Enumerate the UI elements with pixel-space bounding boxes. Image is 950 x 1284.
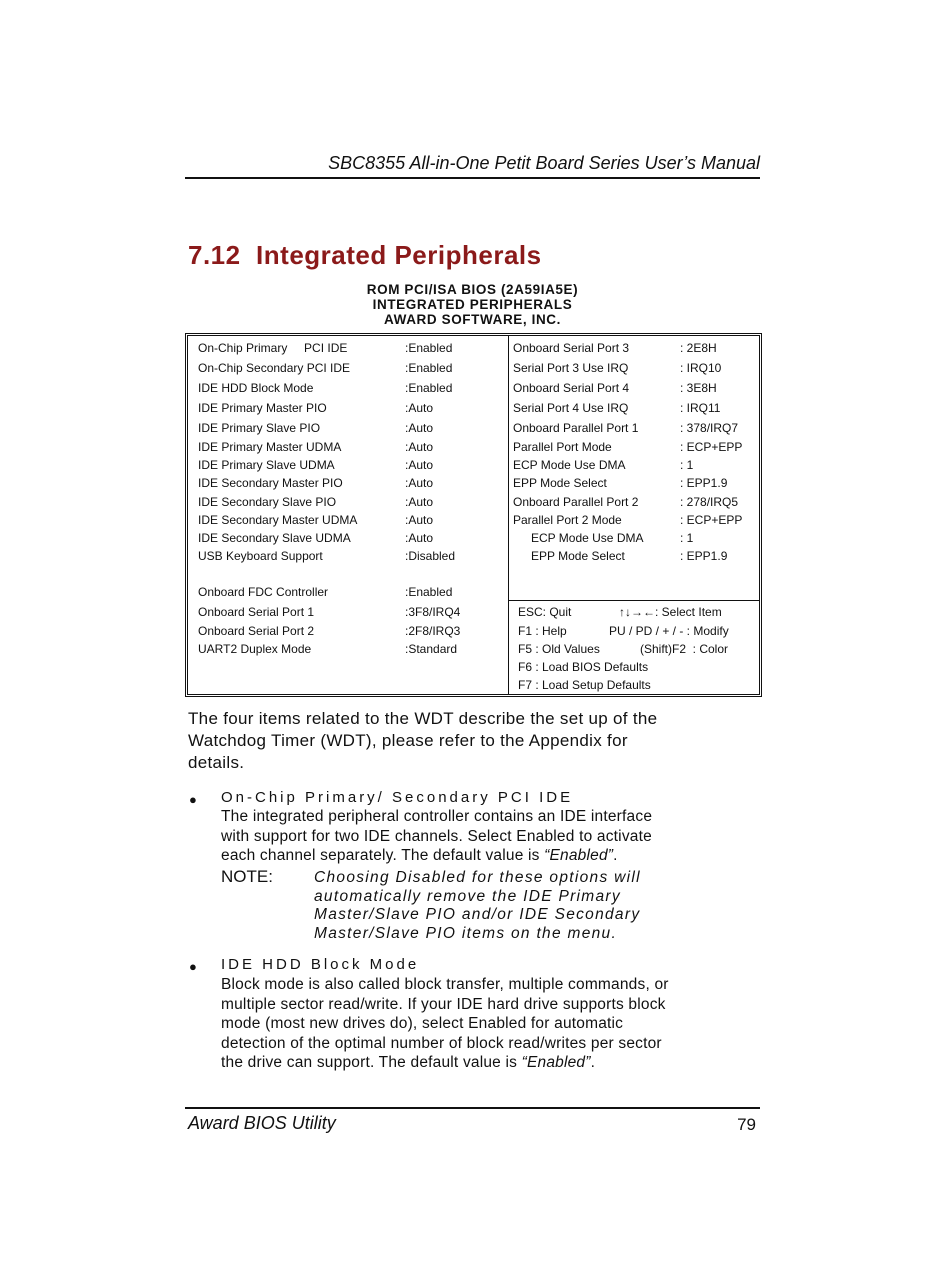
item-text: the drive can support. The default value is [221, 1054, 522, 1071]
bios-right-label: Onboard Parallel Port 1 [513, 421, 639, 435]
bios-left-label: IDE Secondary Slave PIO [198, 495, 337, 509]
bios-right-label: Onboard Parallel Port 2 [513, 495, 639, 509]
item-heading: IDE HDD Block Mode [221, 956, 420, 973]
note-line: Master/Slave PIO items on the menu. [314, 924, 618, 942]
item-text-line [221, 1053, 761, 1073]
bios-left-label: IDE Primary Slave UDMA [198, 458, 335, 472]
footer-chapter-title: Award BIOS Utility [188, 1113, 336, 1133]
bios-left-value: :Enabled [405, 585, 453, 599]
item-text-line: detection of the optimal number of block read/writes per sector [221, 1034, 662, 1052]
bios-right-label: Onboard Serial Port 3 [513, 341, 630, 355]
bios-key-action: ↑↓→←: Select Item [619, 605, 722, 619]
bios-right-label: Parallel Port Mode [513, 440, 612, 454]
bios-left-value: :Auto [405, 495, 434, 509]
bios-left-value: :Auto [405, 513, 434, 527]
bios-left-value: :Enabled [405, 341, 453, 355]
bios-left-label: Onboard Serial Port 2 [198, 624, 315, 638]
bios-right-value: : 2E8H [680, 341, 717, 355]
bios-key-label: F7 : Load Setup Defaults [518, 678, 651, 692]
item-text-line: The integrated peripheral controller contains an IDE interface [221, 808, 653, 825]
bios-left-value: :3F8/IRQ4 [405, 605, 461, 619]
bios-right-label: EPP Mode Select [531, 549, 625, 563]
item-text-line: with support for two IDE channels. Select Enabled to activate [221, 827, 652, 845]
bios-left-value: :Enabled [405, 381, 453, 395]
bios-left-value: :Auto [405, 458, 434, 472]
bios-left-value: :2F8/IRQ3 [405, 624, 461, 638]
bios-key-label: ESC: Quit [518, 605, 572, 619]
bios-keys-divider [508, 600, 759, 601]
bios-key-label: F5 : Old Values [518, 642, 600, 656]
bios-left-label: IDE HDD Block Mode [198, 381, 314, 395]
bios-left-label: IDE Secondary Master UDMA [198, 513, 358, 527]
bios-right-label: Serial Port 4 Use IRQ [513, 401, 629, 415]
bios-left-label: IDE Secondary Master PIO [198, 476, 343, 490]
bios-key-label: F6 : Load BIOS Defaults [518, 660, 649, 674]
note-text [314, 869, 754, 943]
item-text-line: multiple sector read/write. If your IDE hard drive supports block [221, 995, 666, 1013]
bios-left-label: On-Chip Secondary PCI IDE [198, 361, 351, 375]
intro-line: Watchdog Timer (WDT), please refer to the Appendix for [188, 731, 628, 750]
intro-line: The four items related to the WDT describe the set up of the [188, 709, 658, 728]
bios-left-label: Onboard FDC Controller [198, 585, 329, 599]
bios-right-value: : ECP+EPP [680, 440, 743, 454]
bios-key-action: PU / PD / + / - : Modify [609, 624, 729, 638]
bios-left-label: IDE Secondary Slave UDMA [198, 531, 351, 545]
bios-column-divider [508, 336, 509, 694]
bios-key-label: F1 : Help [518, 624, 567, 638]
bios-right-value: : IRQ10 [680, 361, 722, 375]
bios-right-value: : EPP1.9 [680, 476, 728, 490]
footer-rule [185, 1107, 760, 1109]
bios-right-label: EPP Mode Select [513, 476, 607, 490]
note-line: Choosing Disabled for these options will [314, 869, 641, 886]
section-title: 7.12 Integrated Peripherals [188, 240, 542, 270]
bullet-icon: ● [189, 792, 197, 807]
bios-heading-line1: ROM PCI/ISA BIOS (2A59IA5E) [366, 282, 579, 297]
bios-left-value: :Standard [405, 642, 458, 656]
bios-key-action: (Shift)F2 : Color [640, 642, 729, 656]
bios-right-label: ECP Mode Use DMA [531, 531, 644, 545]
header-rule [185, 177, 760, 179]
bios-left-value: :Auto [405, 401, 434, 415]
bios-right-label: Onboard Serial Port 4 [513, 381, 630, 395]
bios-left-value: :Auto [405, 440, 434, 454]
intro-line: details. [188, 753, 245, 772]
bios-right-value: : IRQ11 [680, 401, 721, 415]
item-text-line: Block mode is also called block transfer, multiple commands, or [221, 976, 669, 993]
bios-left-label: IDE Primary Slave PIO [198, 421, 321, 435]
item-text-line [221, 846, 761, 866]
bullet-icon: ● [189, 959, 197, 974]
page-header-title: SBC8355 All-in-One Petit Board Series User’s Manual [328, 153, 760, 173]
note-line: automatically remove the IDE Primary [314, 887, 621, 905]
item-heading: On-Chip Primary/ Secondary PCI IDE [221, 789, 574, 806]
item-description [221, 975, 761, 1073]
intro-paragraph [188, 708, 748, 774]
item-text: . [613, 847, 618, 864]
bios-left-label: IDE Primary Master UDMA [198, 440, 342, 454]
bios-right-value: : EPP1.9 [680, 549, 728, 563]
bios-left-label: USB Keyboard Support [198, 549, 323, 563]
bios-heading-line2: INTEGRATED PERIPHERALS [372, 297, 573, 312]
bios-right-value: : 1 [680, 458, 694, 472]
item-description [221, 807, 761, 866]
bios-left-value: :Auto [405, 421, 434, 435]
bios-left-label: IDE Primary Master PIO [198, 401, 327, 415]
item-text: each channel separately. The default value is [221, 847, 545, 864]
bios-right-value: : 3E8H [680, 381, 717, 395]
item-text-line: mode (most new drives do), select Enabled for automatic [221, 1015, 624, 1032]
bios-left-value: :Auto [405, 531, 434, 545]
item-text: . [590, 1054, 596, 1071]
bios-left-value: :Enabled [405, 361, 453, 375]
bios-heading-line3: AWARD SOFTWARE, INC. [384, 312, 561, 327]
bios-left-value: :Auto [405, 476, 434, 490]
bios-right-value: : 278/IRQ5 [680, 495, 739, 509]
default-value: “Enabled” [544, 847, 614, 864]
bios-right-label: Serial Port 3 Use IRQ [513, 361, 629, 375]
bios-right-label: ECP Mode Use DMA [513, 458, 626, 472]
bios-right-value: : ECP+EPP [680, 513, 743, 527]
default-value: “Enabled” [521, 1054, 591, 1071]
bios-right-value: : 378/IRQ7 [680, 421, 739, 435]
page-number: 79 [737, 1115, 756, 1134]
bios-left-label: UART2 Duplex Mode [198, 642, 312, 656]
note-label: NOTE: [221, 867, 273, 886]
bios-right-value: : 1 [680, 531, 694, 545]
bios-left-value: :Disabled [405, 549, 456, 563]
bios-left-label: Onboard Serial Port 1 [198, 605, 315, 619]
note-line: Master/Slave PIO and/or IDE Secondary [314, 906, 641, 923]
bios-right-label: Parallel Port 2 Mode [513, 513, 622, 527]
bios-left-label: On-Chip Primary PCI IDE [198, 341, 348, 355]
